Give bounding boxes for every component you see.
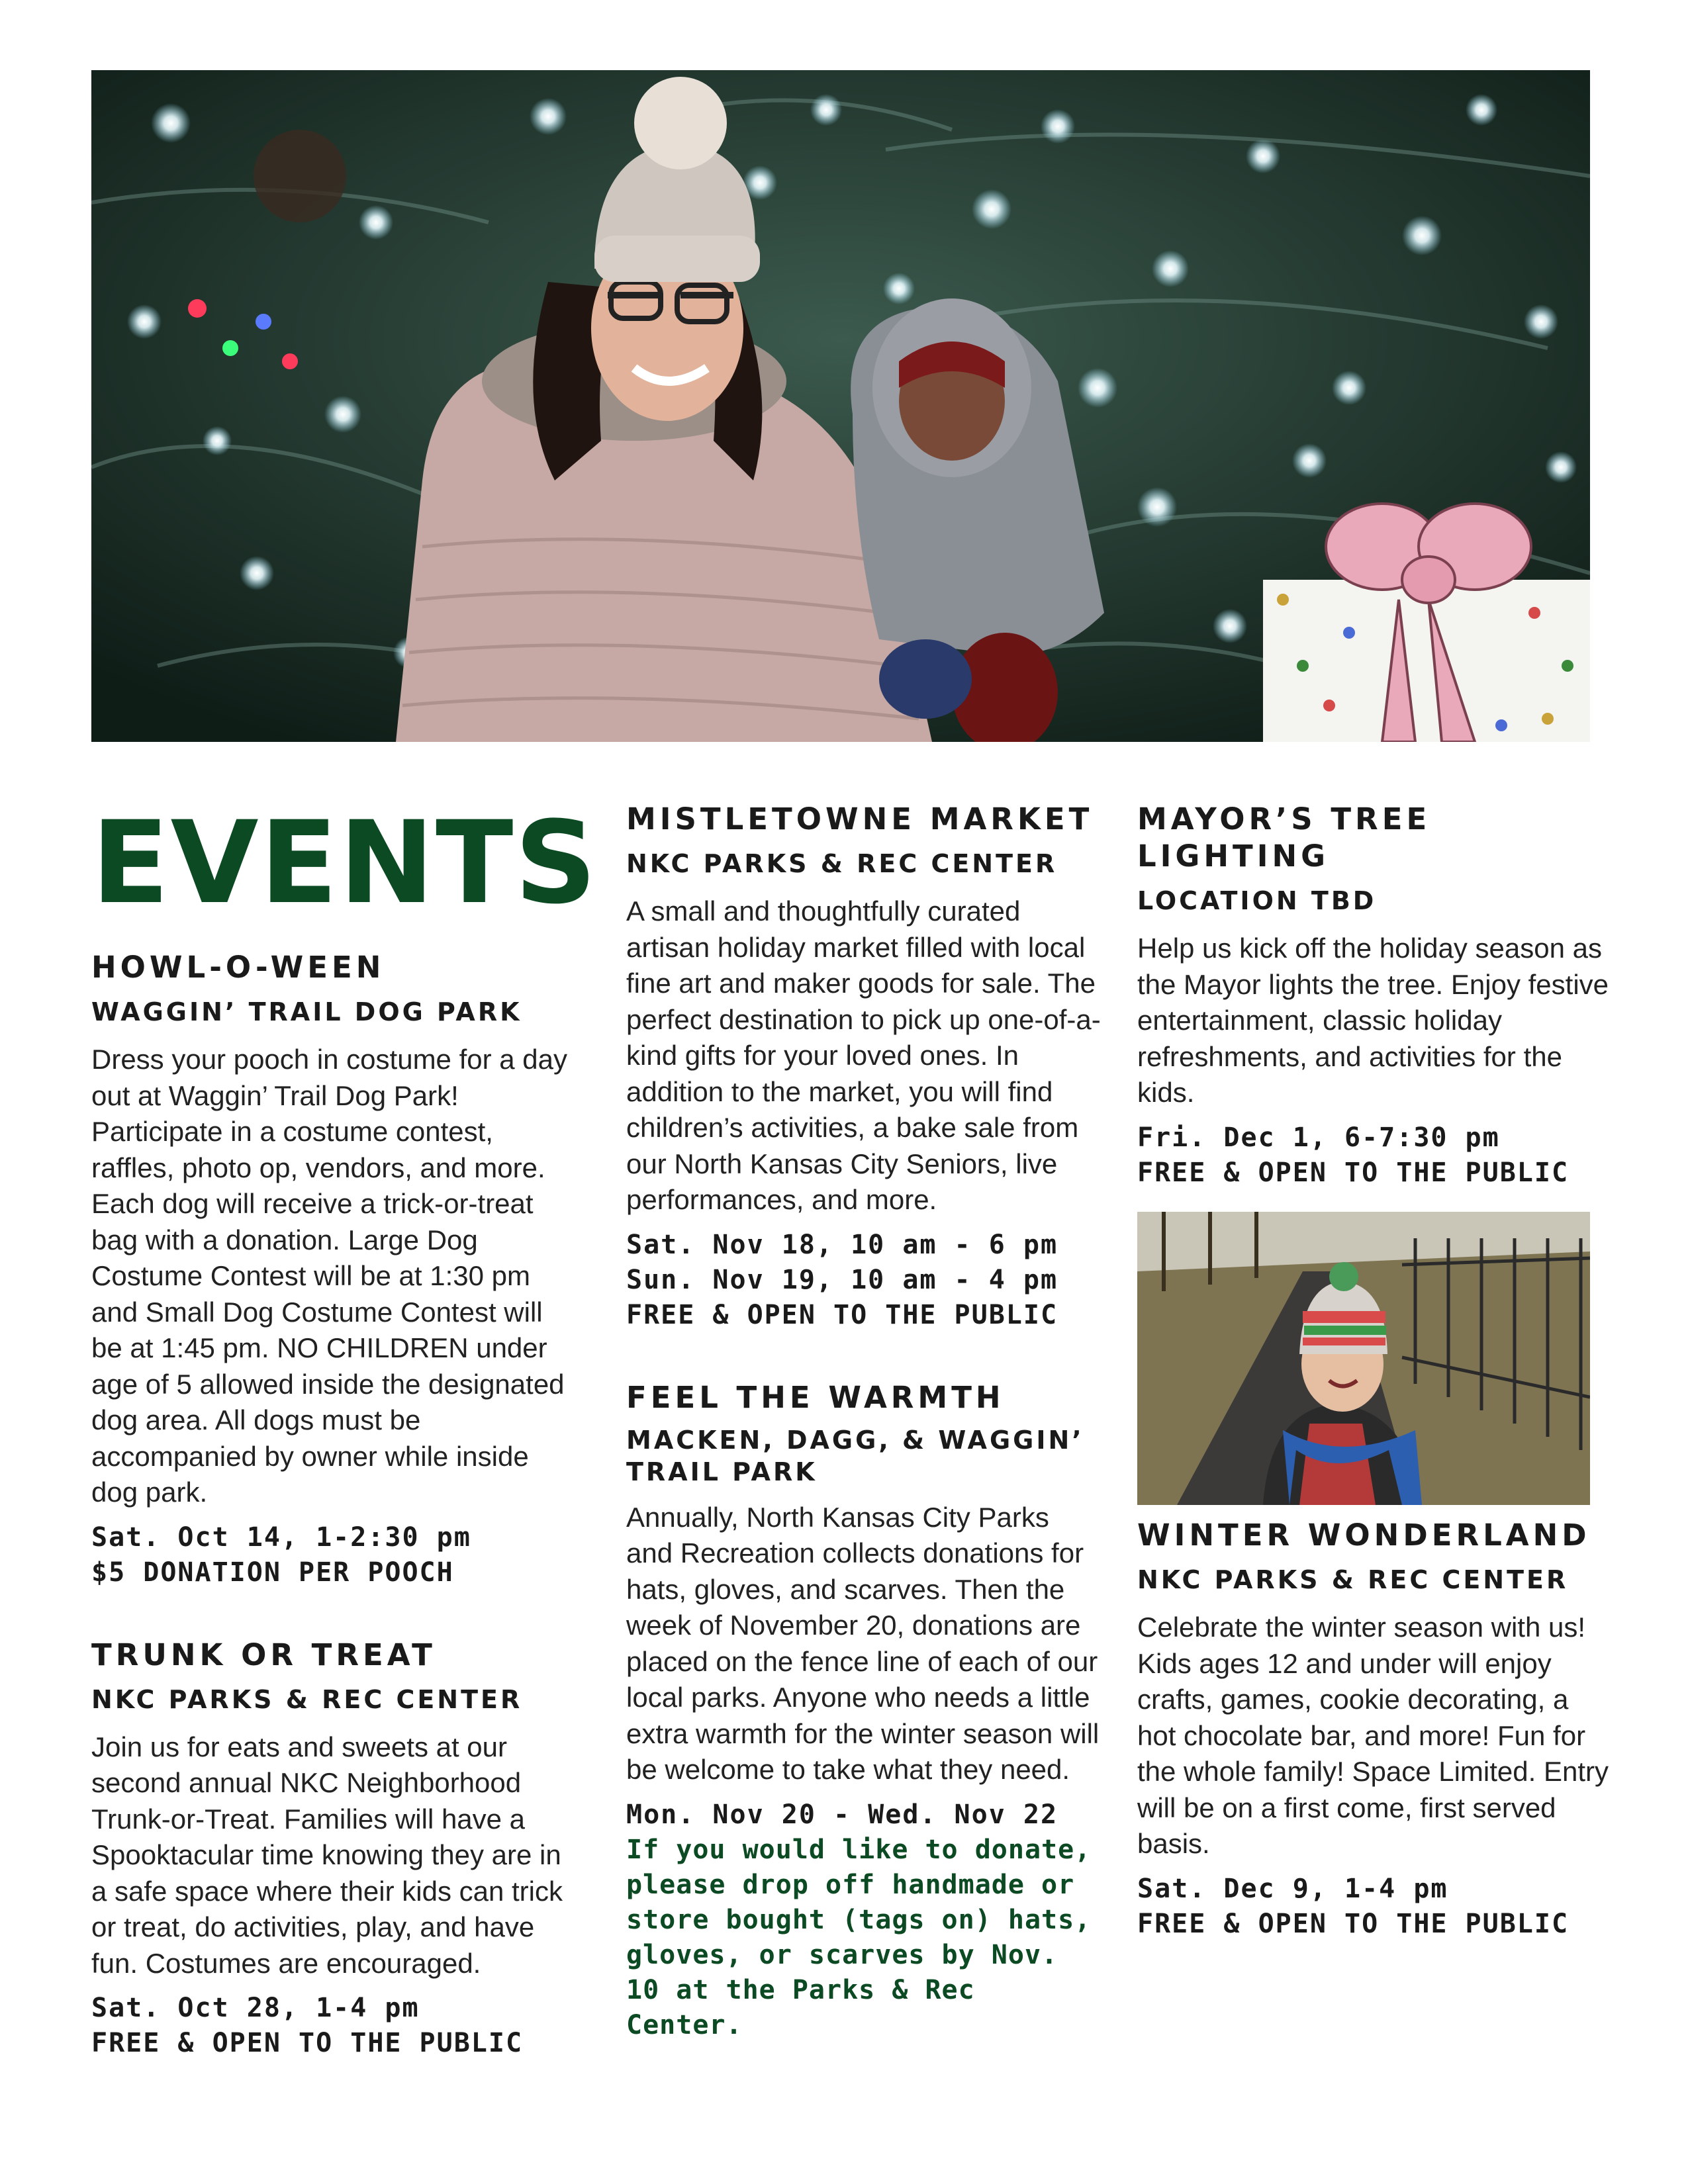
event-date: Sat. Oct 14, 1-2:30 pm (91, 1522, 471, 1553)
column-right-lower (1137, 1517, 1614, 1988)
event-price: $5 DONATION PER POOCH (91, 1557, 454, 1588)
event-description: Dress your pooch in costume for a day out at Waggin’ Trail Dog Park! Participate in a costume contest, raffles, photo op, vendors, and more. Each dog will receive a trick-or-treat bag with a donation. Large Dog Costume Contest will be at 1:30 pm and Small Dog Costume Contest will be at 1:45 pm. NO CHILDREN under age of 5 allowed inside the designated dog area. All dogs must be accompanied by owner while inside dog park. (91, 1044, 568, 1508)
event-location: WAGGIN’ TRAIL DOG PARK (91, 997, 522, 1026)
column-middle (626, 801, 1103, 2089)
event-location: NKC PARKS & REC CENTER (91, 1684, 523, 1714)
event-title: FEEL THE WARMTH (626, 1379, 1005, 1415)
event-mistletowne-market (626, 801, 1103, 1333)
event-title: HOWL-O-WEEN (91, 950, 385, 985)
event-price: FREE & OPEN TO THE PUBLIC (626, 1299, 1058, 1330)
donation-note: If you would like to donate, please drop off handmade or store bought (tags on) hats, gloves, or scarves by Nov. 10 at the Parks & Rec Center. (626, 1834, 1092, 2040)
hero-photo (91, 70, 1590, 742)
event-title: TRUNK OR TREAT (91, 1637, 436, 1672)
event-title: MAYOR’S TREE LIGHTING (1137, 801, 1431, 874)
event-description: Join us for eats and sweets at our second annual NKC Neighborhood Trunk-or-Treat. Families will have a Spooktacular time knowing they are in a safe space where their kids can trick or treat, do activities, play, and have fun. Costumes are encouraged. (91, 1731, 563, 1979)
event-description: Help us kick off the holiday season as the Mayor lights the tree. Enjoy festive entertainment, classic holiday refreshments, and activities for the kids. (1137, 933, 1609, 1108)
event-date: Fri. Dec 1, 6-7:30 pm (1137, 1122, 1500, 1153)
event-description: Annually, North Kansas City Parks and Recreation collects donations for hats, gloves, and scarves. Then the week of November 20, donations are placed on the fence line of each of our local parks. Anyone who needs a little extra warmth for the winter season will be welcome to take what they need. (626, 1501, 1100, 1785)
event-winter-wonderland (1137, 1517, 1614, 1942)
event-title: WINTER WONDERLAND (1137, 1518, 1591, 1553)
event-description: A small and thoughtfully curated artisan holiday market filled with local fine art and maker goods for sale. The perfect destination to pick up one-of-a-kind gifts for your loved ones. In addition to the market, you will find children’s activities, a bake sale from our North Kansas City Seniors, live performances, and more. (626, 895, 1101, 1215)
column-right (1137, 801, 1614, 1237)
event-title: MISTLETOWNE MARKET (626, 801, 1094, 837)
event-date-second: Sun. Nov 19, 10 am - 4 pm (626, 1264, 1058, 1295)
event-trunk-or-treat (91, 1637, 568, 2062)
event-date: Sat. Dec 9, 1-4 pm (1137, 1873, 1448, 1904)
event-price: FREE & OPEN TO THE PUBLIC (1137, 1908, 1570, 1939)
column-left (91, 788, 598, 2107)
hero-image (91, 70, 1590, 742)
inset-image (1137, 1212, 1590, 1505)
event-description: Celebrate the winter season with us! Kids ages 12 and under will enjoy crafts, games, cookie decorating, a hot chocolate bar, and more! Fun for the whole family! Space Limited. Entry will be on a first come, first served basis. (1137, 1612, 1609, 1859)
event-price: FREE & OPEN TO THE PUBLIC (91, 2028, 524, 2058)
event-feel-the-warmth (626, 1379, 1103, 2043)
event-date: Mon. Nov 20 - Wed. Nov 22 (626, 1799, 1058, 1830)
page-title: EVENTS (91, 796, 598, 929)
event-date: Sat. Nov 18, 10 am - 6 pm (626, 1229, 1058, 1260)
inset-photo (1137, 1212, 1590, 1505)
event-location: NKC PARKS & REC CENTER (1137, 1565, 1569, 1594)
event-howl-o-ween (91, 949, 568, 1590)
event-price: FREE & OPEN TO THE PUBLIC (1137, 1157, 1570, 1188)
event-date: Sat. Oct 28, 1-4 pm (91, 1993, 420, 2023)
event-location: LOCATION TBD (1137, 886, 1377, 915)
event-location: MACKEN, DAGG, & WAGGIN’ TRAIL PARK (626, 1425, 1084, 1486)
event-location: NKC PARKS & REC CENTER (626, 849, 1058, 878)
event-mayors-tree-lighting (1137, 801, 1614, 1191)
